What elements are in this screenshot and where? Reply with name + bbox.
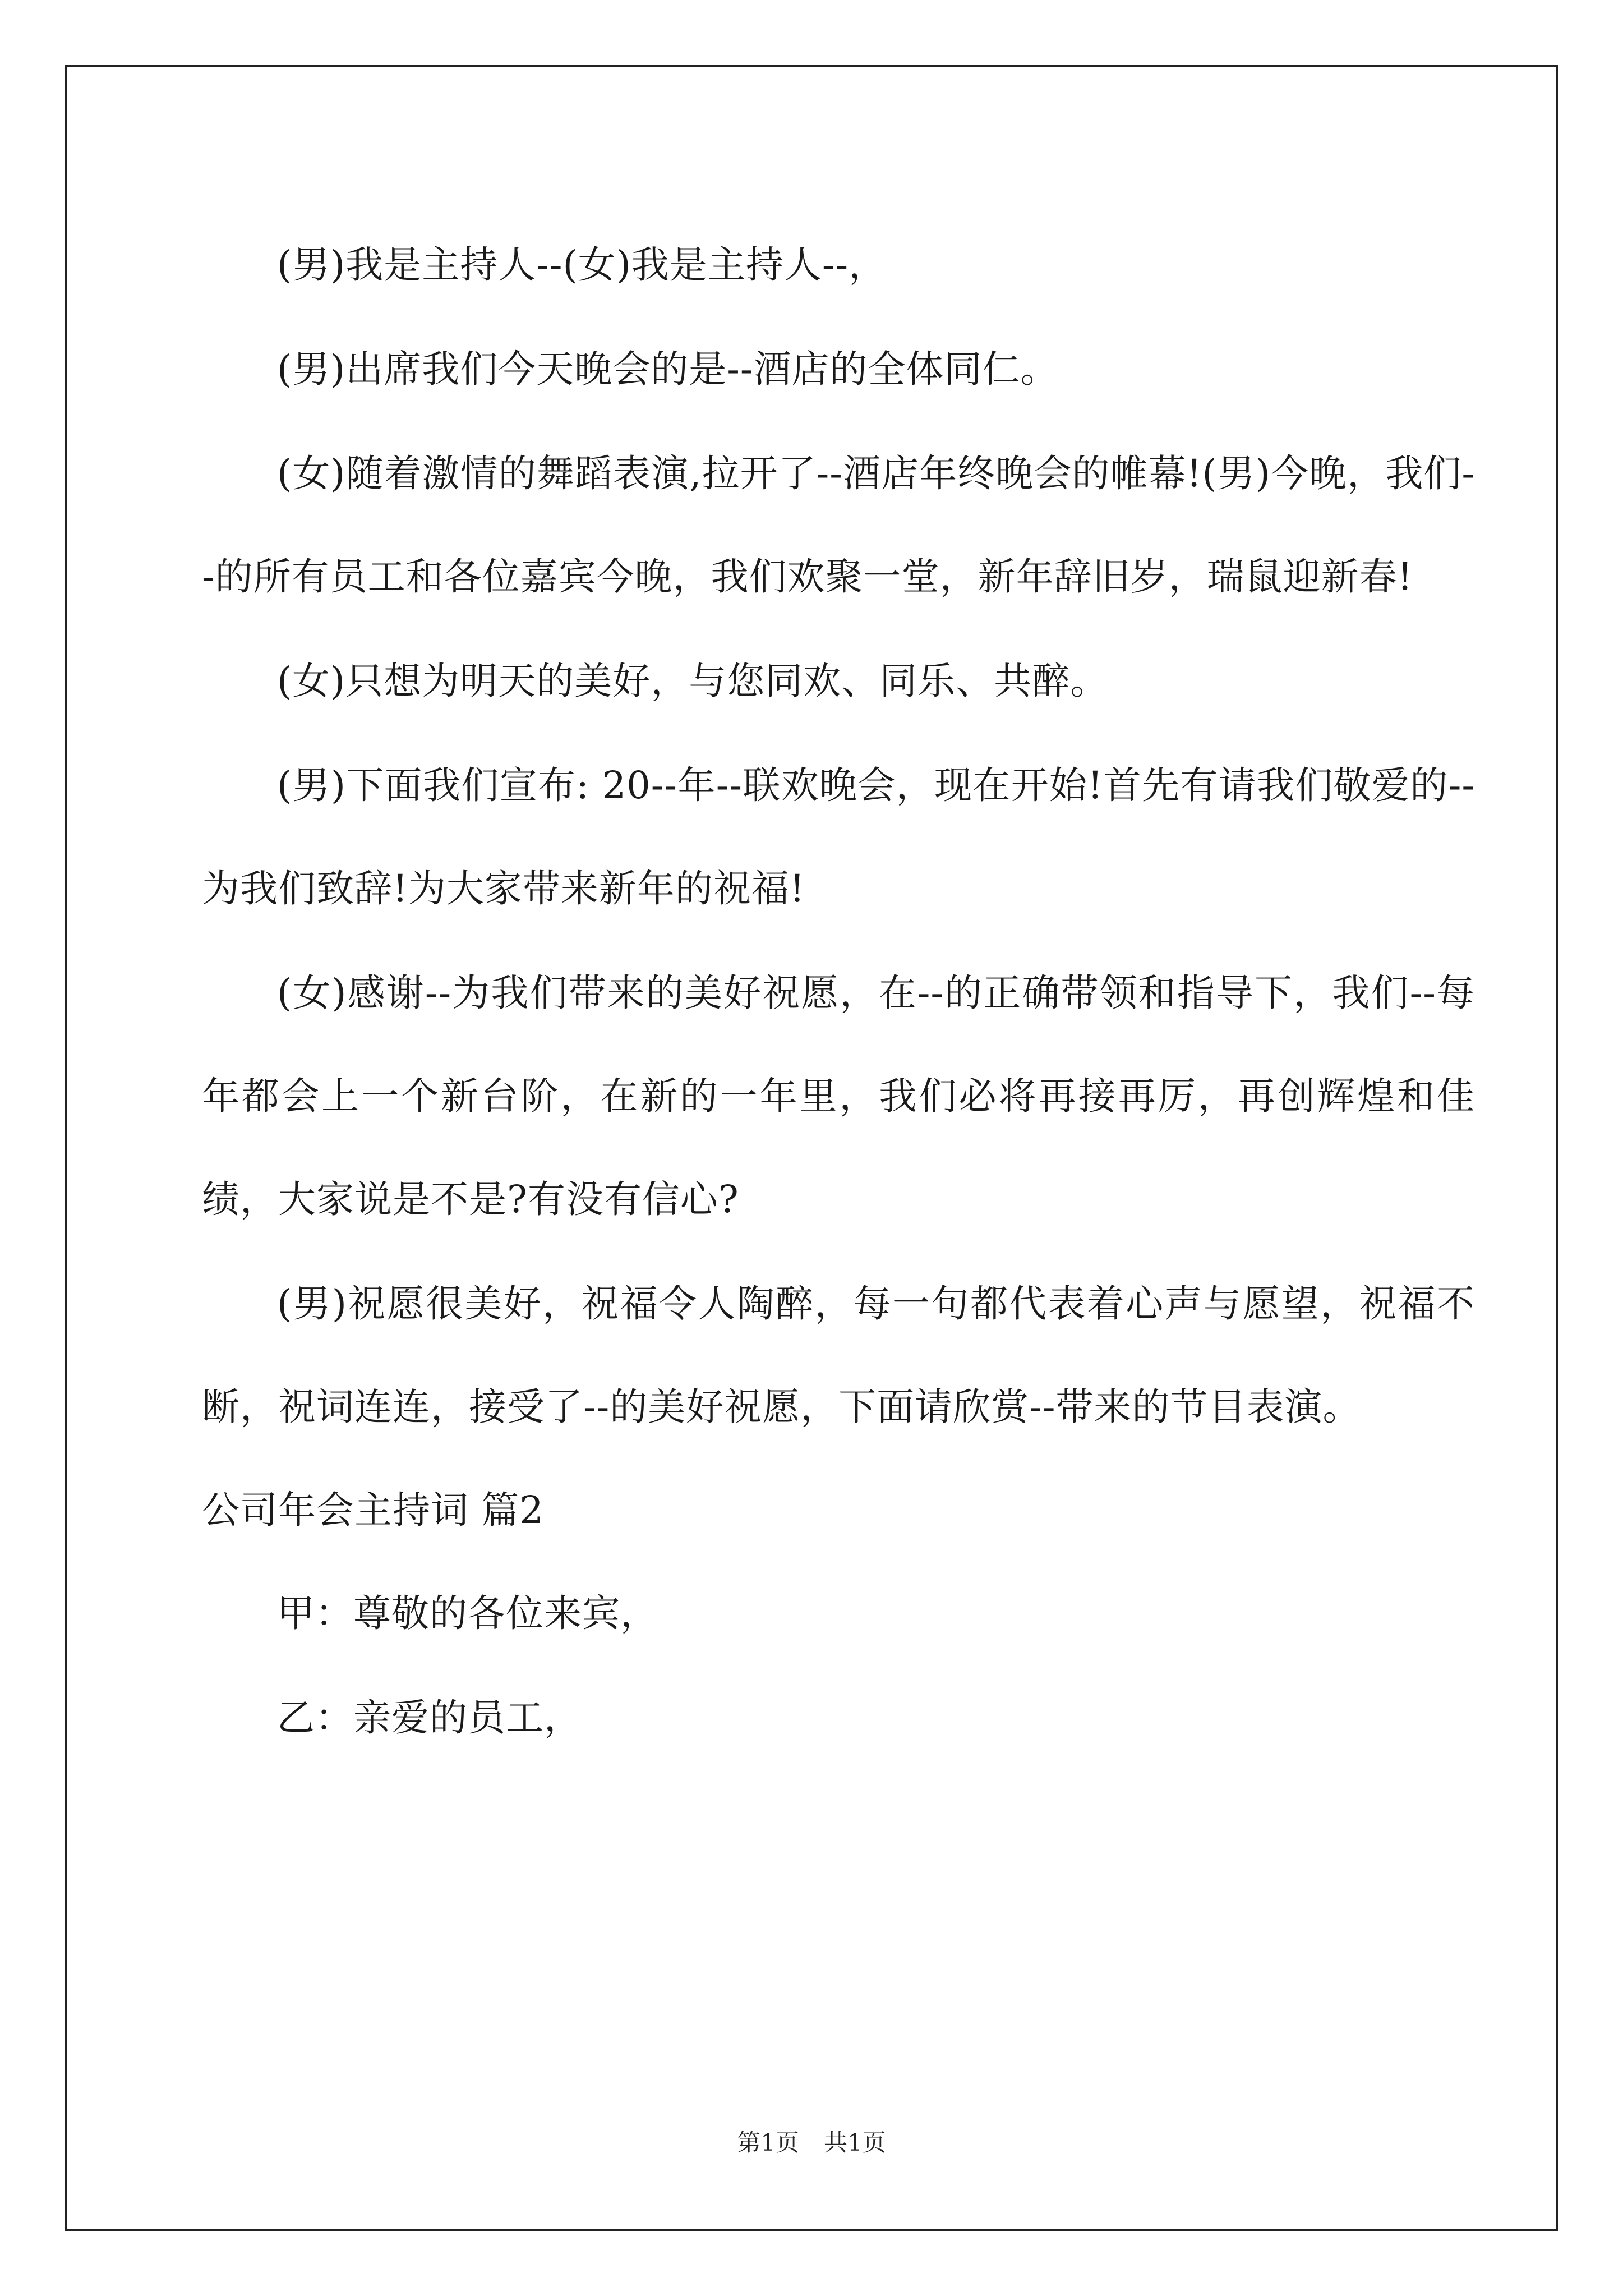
paragraph: (男)祝愿很美好，祝福令人陶醉，每一句都代表着心声与愿望，祝福不断，祝词连连，接受了--的美好祝愿，下面请欣赏--带来的节目表演。: [202, 1282, 1475, 1429]
page-footer: [0, 2126, 1623, 2160]
page-number: 第1页: [737, 2129, 799, 2156]
paragraph: (男)我是主持人--(女)我是主持人--，: [277, 243, 887, 287]
paragraph: (男)出席我们今天晚会的是--酒店的全体同仁。: [277, 347, 1059, 391]
document-body: [202, 213, 1475, 1769]
paragraph: 甲：尊敬的各位来宾，: [277, 1591, 658, 1635]
paragraph: (女)只想为明天的美好，与您同欢、同乐、共醉。: [277, 659, 1109, 703]
paragraph: (女)感谢--为我们带来的美好祝愿，在--的正确带领和指导下，我们--每年都会上一个新台阶，在新的一年里，我们必将再接再厉，再创辉煌和佳绩，大家说是不是?有没有信心?: [202, 971, 1475, 1221]
page-total: 共1页: [824, 2129, 886, 2156]
paragraph: (男)下面我们宣布: 20--年--联欢晚会，现在开始!首先有请我们敬爱的--为我们致辞!为大家带来新年的祝福!: [202, 763, 1475, 910]
paragraph: 乙：亲爱的员工，: [277, 1696, 582, 1740]
paragraph: (女)随着激情的舞蹈表演,拉开了--酒店年终晚会的帷幕!(男)今晚，我们--的所有员工和各位嘉宾今晚，我们欢聚一堂，新年辞旧岁，瑞鼠迎新春!: [202, 452, 1475, 599]
section-heading: 公司年会主持词 篇2: [202, 1488, 544, 1532]
